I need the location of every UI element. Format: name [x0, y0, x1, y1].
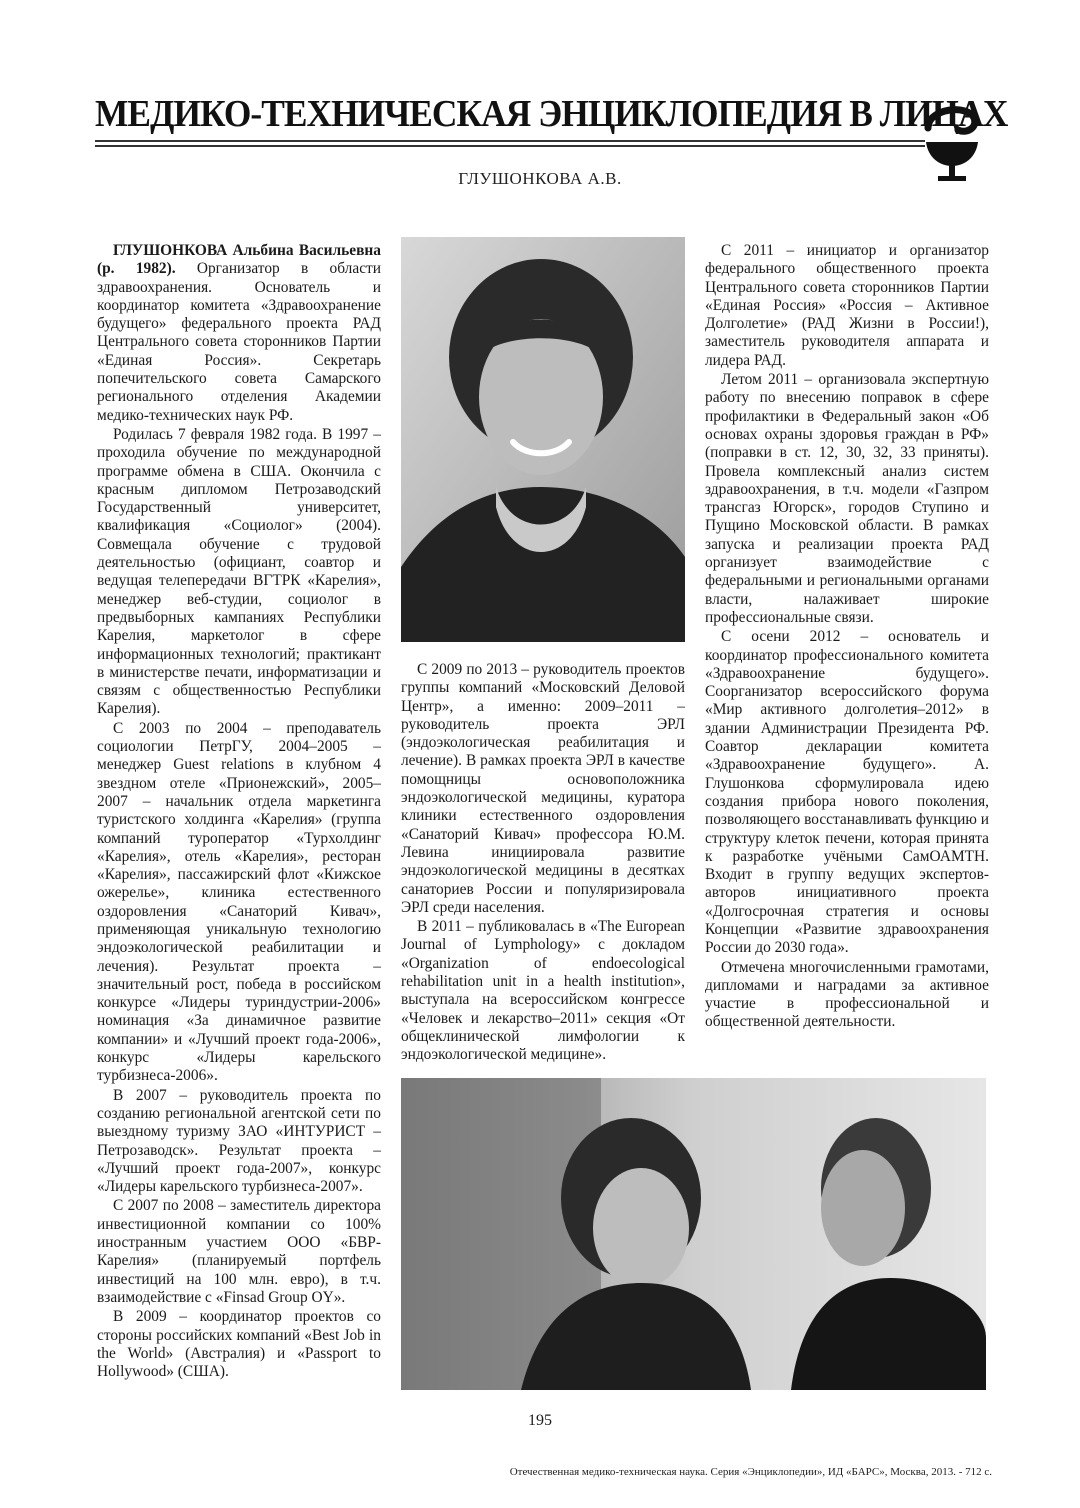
paragraph: Родилась 7 февраля 1982 года. В 1997 – проходила обучение по международной программе обмена в США. Окончила с красным дипломом Петрозаводский Государственный университет, квалификация «Социолог» (2004). Совмещала обучение с трудовой деятельностью (официант, соавтор и ведущая телепередачи ВГТРК «Карелия», менеджер веб-студии, социолог в предвыборных кампаниях Республики Карелия, маркетолог в сфере информационных технологий; практикант в министерстве печати, информатизации и связям с общественностью Республики Карелия).	[97, 425, 381, 718]
paragraph: С 2009 по 2013 – руководитель проектов группы компаний «Московский Деловой Центр», а именно: 2009–2011 – руководитель проекта ЭРЛ (эндоэкологическая реабилитация и лечение). В рамках проекта ЭРЛ в качестве помощницы основоположника эндоэкологической медицины, куратора клиники естественного оздоровления «Санаторий Кивач» профессора Ю.М. Левина инициировала развитие эндоэкологической медицины в десятках санаториев России и популяризировала ЭРЛ среди населения.	[401, 661, 685, 916]
meeting-photo	[401, 1078, 986, 1390]
paragraph: С 2007 по 2008 – заместитель директора инвестиционной компании со 100% иностранным участием ООО «БВР-Карелия» (планируемый портфель инвестиций на 100 млн. евро), в т.ч. взаимодействие с «Finsad Group OY».	[97, 1197, 381, 1306]
paragraph: В 2007 – руководитель проекта по созданию региональной агентской сети по выездному туризму ЗАО «ИНТУРИСТ – Петрозаводск». Результат проекта – «Лучший проект года-2007», конкурс «Лидеры карельского турбизнеса-2007».	[97, 1086, 381, 1196]
footer-citation: Отечественная медико-техническая наука. Серия «Энциклопедии», ИД «БАРС», Москва, 2013. - 712 с.	[509, 1466, 992, 1478]
title-rule-bottom	[95, 145, 925, 147]
portrait-photo	[401, 237, 685, 642]
author-name: ГЛУШОНКОВА А.В.	[458, 169, 622, 188]
title-rule-top	[95, 140, 925, 142]
article-column-right	[705, 242, 989, 1032]
paragraph: В 2011 – публиковалась в «The European Journal of Lymphology» с докладом «Organization of endoecological rehabilitation unit in a health institution», выступала на всероссийском конгрессе «Человек и лекарство–2011» секция «От общеклинической лимфологии к эндоэкологической медицине».	[401, 918, 685, 1064]
paragraph: ГЛУШОНКОВА Альбина Васильевна (р. 1982). Организатор в области здравоохранения. Основатель и координатор комитета «Здравоохранение будущего» федерального проекта РАД Центрального совета сторонников Партии «Единая Россия». Секретарь попечительского совета Самарского регионального отделения Академии медико-технических наук РФ.	[97, 242, 381, 424]
lead-name: ГЛУШОНКОВА Альбина Васильевна (р. 1982).	[97, 242, 381, 278]
article-column-left	[97, 242, 381, 1381]
article-column-middle	[401, 661, 685, 1065]
paragraph: С осени 2012 – основатель и координатор профессионального комитета «Здравоохранение будущего». Соорганизатор всероссийского форума «Мир активного долголетия–2012» в здании Администрации Президента РФ. Соавтор декларации комитета «Здравоохранение будущего». А. Глушонкова сформулировала идею создания прибора нового поколения, позволяющего восстанавливать функцию и структуру клеток печени, которая принята к разработке учёными СамОАМТН. Входит в группу ведущих экспертов-авторов инициативного проекта «Долгосрочная стратегия и основы Концепции «Развитие здравоохранения России до 2030 года».	[705, 628, 989, 957]
paragraph: С 2003 по 2004 – преподаватель социологии ПетрГУ, 2004–2005 – менеджер Guest relations в клубном 4 звездном отеле «Прионежский», 2005–2007 – начальник отдела маркетинга туристского холдинга «Карелия» (группа компаний туроператор «Турхолдинг «Карелия», отель «Карелия», ресторан «Карелия», пассажирский флот «Кижское ожерелье», клиника естественного оздоровления «Санаторий Кивач», применяющая уникальную технологию эндоэкологической реабилитации и лечения). Результат проекта – значительный рост, победа в российском конкурсе «Лидеры туриндустрии-2006» номинация «За динамичное развитие компании» и «Лучший проект года-2006», конкурс «Лидеры карельского турбизнеса-2006».	[97, 719, 381, 1085]
page-number: 195	[528, 1412, 552, 1429]
paragraph: В 2009 – координатор проектов со стороны российских компаний «Best Job in the World» (Австралия) и «Passport to Hollywood» (США).	[97, 1308, 381, 1381]
paragraph: С 2011 – инициатор и организатор федерального общественного проекта Центрального совета сторонников Партии «Единая Россия» «Россия – Активное Долголетие» (РАД Жизни в России!), заместитель руководителя аппарата и лидера РАД.	[705, 242, 989, 369]
paragraph: Отмечена многочисленными грамотами, дипломами и наградами за активное участие в профессиональной и общественной деятельности.	[705, 958, 989, 1031]
page-title: МЕДИКО-ТЕХНИЧЕСКАЯ ЭНЦИКЛОПЕДИЯ В ЛИЦАХ	[95, 93, 1008, 135]
paragraph: Летом 2011 – организовала экспертную работу по внесению поправок в сфере профилактики в Федеральный закон «Об основах охраны здоровья граждан в РФ» (поправки в ст. 12, 30, 32, 33 приняты). Провела комплексный анализ систем здравоохранения, в т.ч. модели «Газпром трансгаз Югорск», городов Ступино и Пущино Московской области. В рамках запуска и реализации проекта РАД организует взаимодействие с федеральными и региональными органами власти, налаживает широкие профессиональные связи.	[705, 371, 989, 626]
